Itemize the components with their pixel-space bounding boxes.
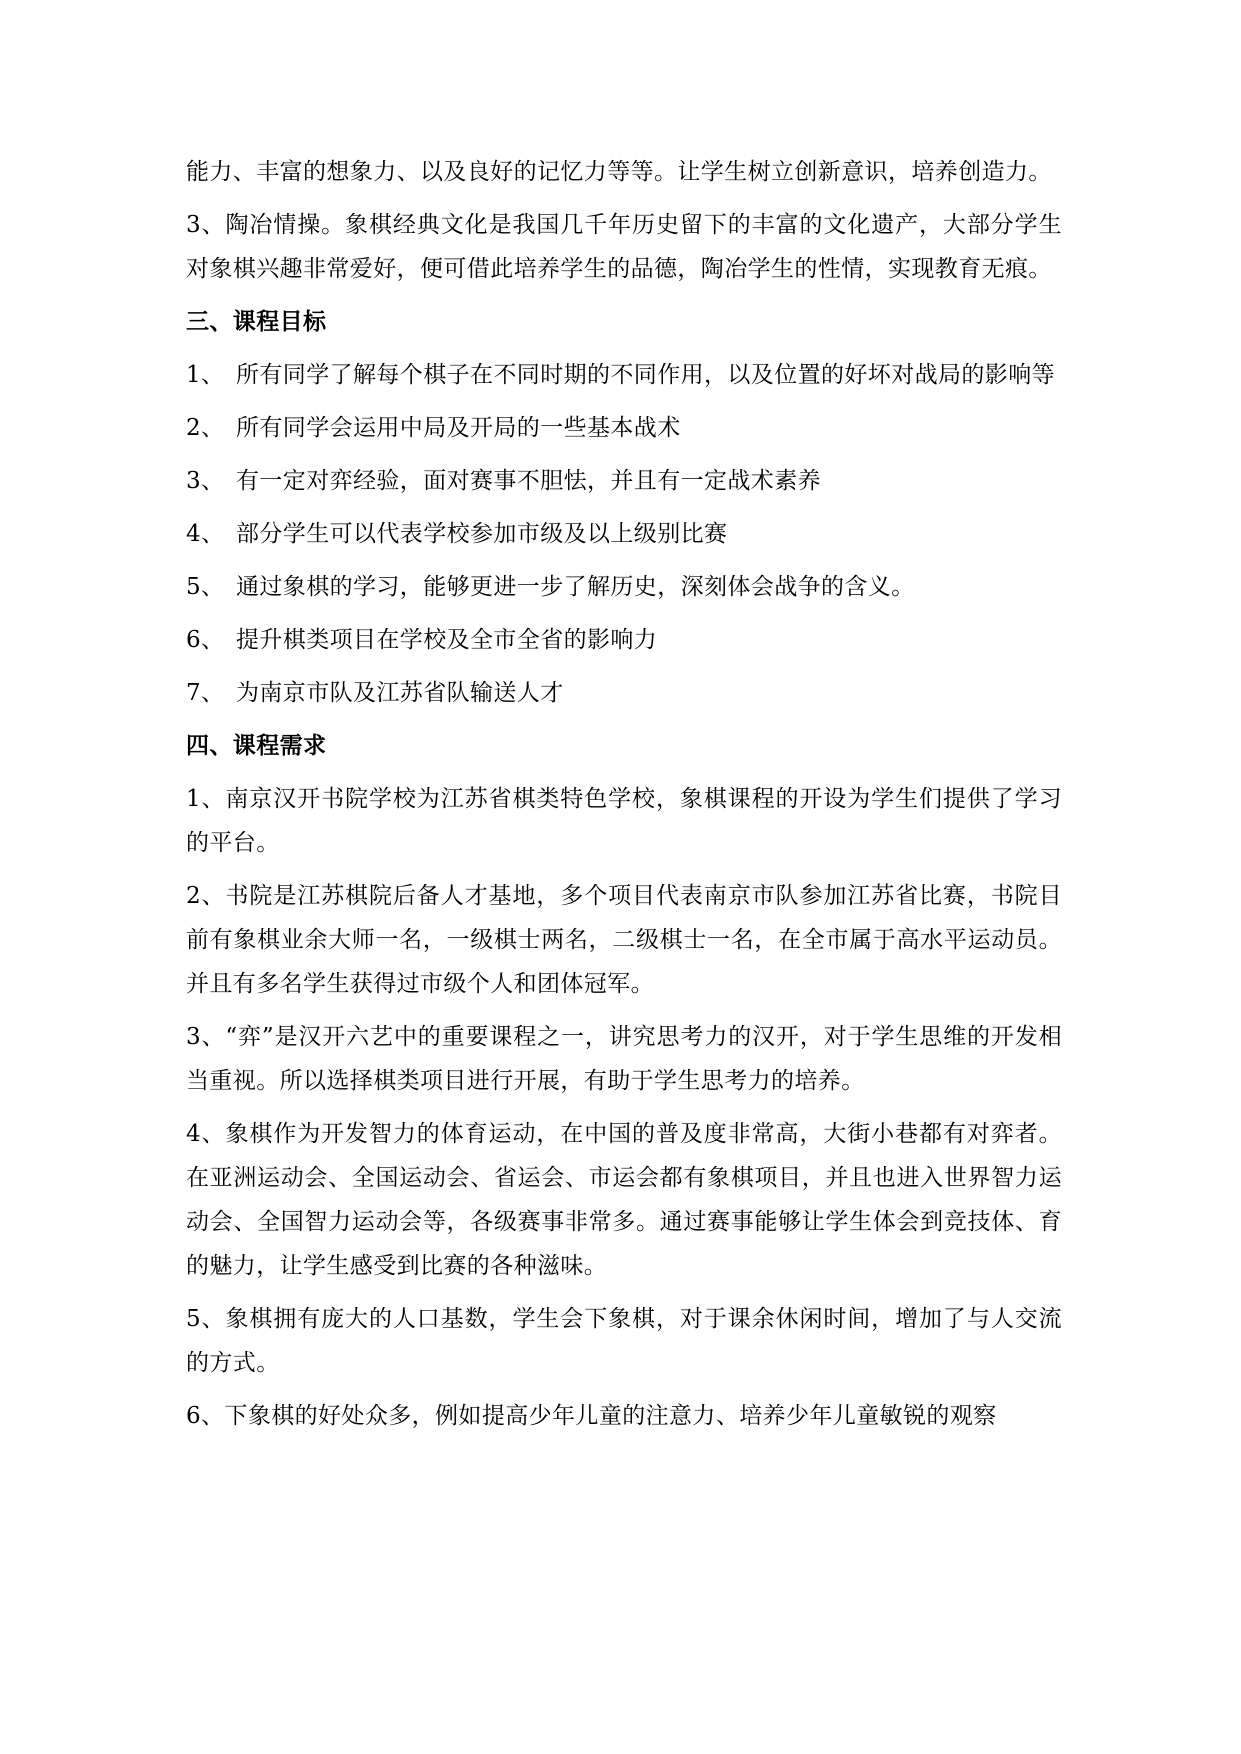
goal-number: 1、 [186,362,225,388]
needs-paragraph-6: 6、下象棋的好处众多，例如提高少年儿童的注意力、培养少年儿童敏锐的观察 [186,1403,997,1429]
goal-item-4 [186,512,1062,556]
goal-text: 有一定对弈经验，面对赛事不胆怯，并且有一定战术素养 [236,468,821,494]
needs-paragraph-4: 4、象棋作为开发智力的体育运动，在中国的普及度非常高，大街小巷都有对弈者。在亚洲运动会、全国运动会、省运会、市运会都有象棋项目，并且也进入世界智力运动会、全国智力运动会等，各级赛事非常多。通过赛事能够让学生体会到竞技体、育的魅力，让学生感受到比赛的各种滋味。 [186,1121,1062,1279]
needs-paragraph-5: 5、象棋拥有庞大的人口基数，学生会下象棋，对于课余休闲时间，增加了与人交流的方式。 [186,1306,1062,1376]
needs-paragraph-2: 2、书院是江苏棋院后备人才基地，多个项目代表南京市队参加江苏省比赛，书院目前有象棋业余大师一名，一级棋士两名，二级棋士一名，在全市属于高水平运动员。并且有多名学生获得过市级个人和团体冠军。 [186,883,1062,997]
paragraph-continuation: 能力、丰富的想象力、以及良好的记忆力等等。让学生树立创新意识，培养创造力。 [186,159,1052,185]
goal-text: 通过象棋的学习，能够更进一步了解历史，深刻体会战争的含义。 [236,574,915,600]
goal-item-1 [186,353,1062,397]
goal-item-2 [186,406,1062,450]
needs-paragraph-1: 1、南京汉开书院学校为江苏省棋类特色学校，象棋课程的开设为学生们提供了学习的平台。 [186,786,1062,856]
goal-number: 3、 [186,468,225,494]
goal-number: 2、 [186,415,225,441]
goal-number: 4、 [186,521,225,547]
goal-text: 所有同学了解每个棋子在不同时期的不同作用，以及位置的好坏对战局的影响等 [236,362,1055,388]
goal-item-5 [186,565,1062,609]
goal-item-6 [186,618,1062,662]
goal-text: 为南京市队及江苏省队输送人才 [236,680,564,706]
goal-item-7 [186,671,1062,715]
goal-number: 5、 [186,574,225,600]
document-page [186,150,1062,1447]
needs-paragraph-3: 3、“弈”是汉开六艺中的重要课程之一，讲究思考力的汉开，对于学生思维的开发相当重视。所以选择棋类项目进行开展，有助于学生思考力的培养。 [186,1024,1062,1094]
goal-text: 提升棋类项目在学校及全市全省的影响力 [236,627,658,653]
section-heading-course-needs: 四、课程需求 [186,732,327,759]
paragraph-cultivate-sentiment: 3、陶冶情操。象棋经典文化是我国几千年历史留下的丰富的文化遗产，大部分学生对象棋兴趣非常爱好，便可借此培养学生的品德，陶冶学生的性情，实现教育无痕。 [186,212,1062,282]
section-heading-course-goals: 三、课程目标 [186,308,327,335]
goal-number: 7、 [186,680,225,706]
goal-item-3 [186,459,1062,503]
goal-number: 6、 [186,627,225,653]
goal-text: 所有同学会运用中局及开局的一些基本战术 [236,415,681,441]
goal-text: 部分学生可以代表学校参加市级及以上级别比赛 [236,521,728,547]
